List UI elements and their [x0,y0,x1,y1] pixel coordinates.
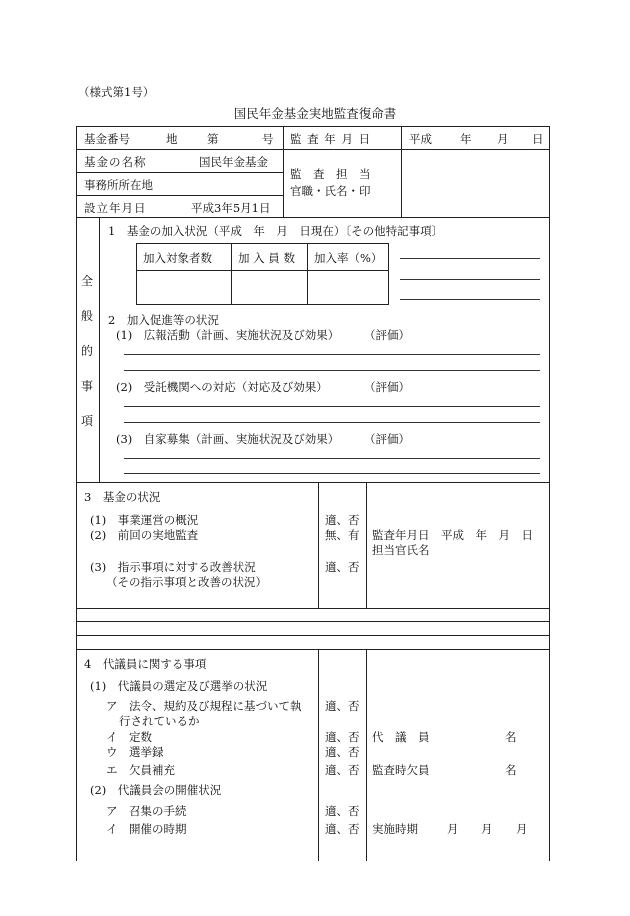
s4-a1: ア 法令、規約及び規程に基づいて執 [106,699,302,713]
rule [307,243,308,304]
table-header-rate: 加入率（%） [314,251,383,265]
s4-delegates-mei: 名 [505,730,517,744]
section1-title: 1 基金の加入状況（平成 年 月 日現在）〔その他特記事項〕 [108,224,444,238]
rule [124,458,540,459]
rule [388,243,389,304]
item1-label: (1) 広報活動（計画、実施状況及び効果） [116,328,340,342]
form-number: （様式第1号） [78,85,155,99]
rule [366,482,367,608]
rule [124,473,540,474]
section4-title: 4 代議員に関する事項 [84,657,207,671]
rule [136,304,389,305]
s4-mark: 適、否 [325,804,360,818]
rule [76,217,550,218]
s4-sub2: (2) 代議員会の開催状況 [90,783,222,797]
rule [124,406,540,407]
audit-date-label: 監 査 年 月 日 [290,132,372,146]
s3-mark3: 適、否 [325,560,360,574]
item1-eval: （評価） [364,328,410,342]
s4-mark: 適、否 [325,699,360,713]
rule [124,354,540,355]
s4-a2: 行されているか [119,714,200,728]
tsuki-label: 月 [497,132,509,146]
dai-label: 第 [207,132,219,146]
section3-title: 3 基金の状況 [84,490,161,504]
table-header-members: 加 入 員 数 [238,251,295,265]
s3-mark2: 無、有 [325,528,360,542]
rule [76,649,550,650]
rule [76,195,283,196]
vertical-char: 項 [80,414,93,428]
est-label: 設立年月日 [84,201,147,215]
fund-no-label: 基金番号 [84,132,130,146]
s4-held: 実施時期 [372,822,418,836]
vertical-char: 般 [80,309,93,323]
s3-mark1: 適、否 [325,513,360,527]
s4-i: イ 定数 [106,730,152,744]
rule [318,649,319,861]
auditor-line2: 官職・氏名・印 [290,184,371,198]
heisei-label: 平成 [409,132,432,146]
s4-mark: 適、否 [325,763,360,777]
rule [136,243,389,244]
s4-delegates: 代 議 員 [372,730,430,744]
border-right [549,126,550,861]
border-left [76,126,77,861]
item3-label: (3) 自家募集（計画、実施状況及び効果） [116,432,340,446]
rule [99,217,100,482]
rule [76,608,550,609]
s3-item2: (2) 前回の実地監査 [90,528,199,542]
rule [231,243,232,304]
s4-month3: 月 [516,822,528,836]
item3-eval: （評価） [364,432,410,446]
rule [400,258,540,259]
item2-label: (2) 受託機関への対応（対応及び効果） [116,380,328,394]
rule [400,279,540,280]
general-vertical-label [77,272,97,447]
nen-label: 年 [460,132,472,146]
rule [136,243,137,304]
rule [124,370,540,371]
s4-a-b: ア 召集の手続 [106,804,187,818]
rule [76,621,550,622]
item2-eval: （評価） [364,380,410,394]
vertical-char: 事 [80,379,93,393]
auditor-line1: 監 査 担 当 [290,167,371,181]
rule [283,126,284,217]
s3-item3a: (3) 指示事項に対する改善状況 [90,560,256,574]
est-value: 平成3年5月1日 [191,201,271,215]
s4-mark: 適、否 [325,730,360,744]
fund-name-value: 国民年金基金 [199,155,268,169]
table-header-targets: 加入対象者数 [143,251,212,265]
s4-vacancy-mei: 名 [505,763,517,777]
s4-i-b: イ 開催の時期 [106,822,187,836]
fund-name-label: 基金の名称 [84,155,147,169]
rule [76,482,550,483]
s3-item3b: （その指示事項と改善の状況） [106,575,267,589]
office-label: 事務所所在地 [84,178,153,192]
chi-label: 地 [166,132,178,146]
s4-month1: 月 [447,822,459,836]
rule [76,172,283,173]
vertical-char: 的 [80,344,93,358]
vertical-char: 全 [80,274,93,288]
section2-title: 2 加入促進等の状況 [108,313,219,327]
rule [400,299,540,300]
rule [136,270,389,271]
rule [124,422,540,423]
s4-sub1: (1) 代議員の選定及び選挙の状況 [90,679,268,693]
s4-mark: 適、否 [325,745,360,759]
s3-item1: (1) 事業運営の概況 [90,513,199,527]
s4-vacancy: 監査時欠員 [372,763,430,777]
rule [401,126,402,217]
rule [366,649,367,861]
document-title: 国民年金基金実地監査復命書 [233,106,397,121]
s3-officer: 担当官氏名 [372,543,430,557]
hi-label: 日 [532,132,544,146]
s3-audit-date: 監査年月日 平成 年 月 日 [372,528,533,542]
rule [318,482,319,608]
s4-e: エ 欠員補充 [106,763,175,777]
rule [76,635,550,636]
border-top [76,126,550,127]
s4-mark: 適、否 [325,822,360,836]
s4-month2: 月 [481,822,493,836]
rule [76,149,550,150]
go-label: 号 [262,132,274,146]
s4-u: ウ 選挙録 [106,745,164,759]
